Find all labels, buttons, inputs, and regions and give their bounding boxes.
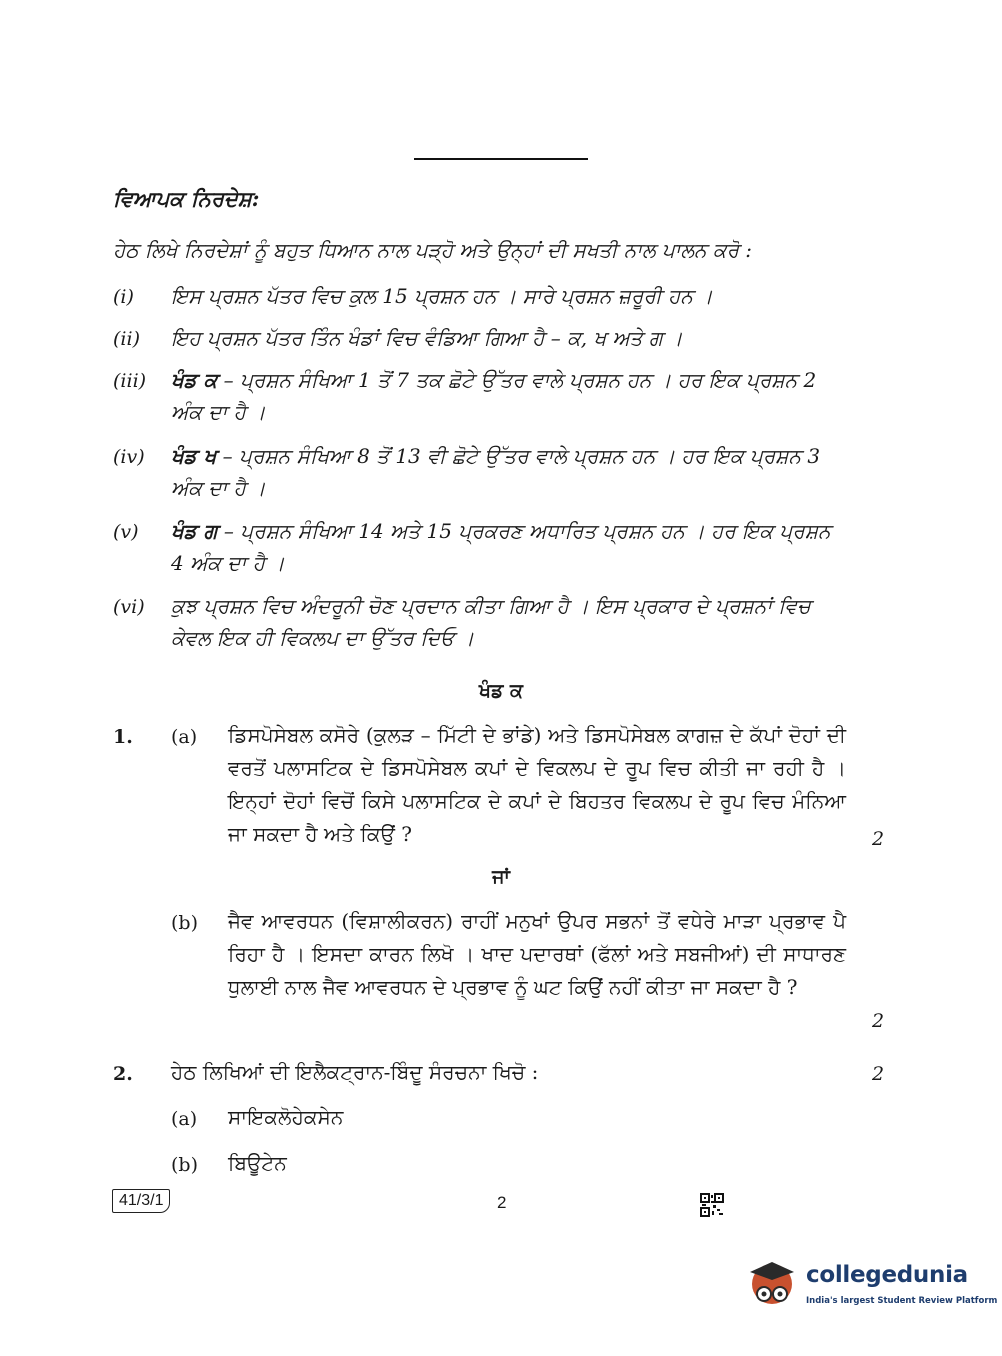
marks: 2 [872, 1010, 885, 1032]
marks: 2 [872, 828, 885, 850]
option-label: (a) [171, 726, 198, 748]
brand-name: collegedunia [806, 1262, 968, 1288]
instruction-num: (iii) [113, 370, 147, 392]
question-text: ਜੈਵ ਆਵਰਧਨ (ਵਿਸ਼ਾਲੀਕਰਨ) ਰਾਹੀਂ ਮਨੁਖਾਂ ਉਪਰ ਸਭਨਾਂ ਤੋਂ ਵਧੇਰੇ ਮਾੜਾ ਪ੍ਰਭਾਵ ਪੈ ਰਿਹਾ ਹੈ । ਇਸਦਾ ਕਾਰਨ ਲਿਖੋ । ਖਾਦ ਪਦਾਰਥਾਂ (ਫੱਲਾਂ ਅਤੇ ਸਬਜੀਆਂ) ਦੀ ਸਾਧਾਰਣ ਧੁਲਾਈ ਨਾਲ ਜੈਵ ਆਵਰਧਨ ਦੇ ਪ੍ਰਭਾਵ ਨੂੰ ਘਟ ਕਿਉਂ ਨਹੀਂ ਕੀਤਾ ਜਾ ਸਕਦਾ ਹੈ ? [228, 909, 846, 999]
instruction-body: – ਪ੍ਰਸ਼ਨ ਸੰਖਿਆ 1 ਤੋਂ 7 ਤਕ ਛੋਟੇ ਉੱਤਰ ਵਾਲੇ ਪ੍ਰਸ਼ਨ ਹਨ । ਹਰ ਇਕ ਪ੍ਰਸ਼ਨ 2 ਅੰਕ ਦਾ ਹੈ । [171, 368, 817, 424]
qr-code-icon [700, 1193, 724, 1217]
instruction-text [171, 322, 847, 354]
instruction-text [171, 515, 847, 579]
instruction-body: – ਪ੍ਰਸ਼ਨ ਸੰਖਿਆ 8 ਤੋਂ 13 ਵੀ ਛੋਟੇ ਉੱਤਰ ਵਾਲੇ ਪ੍ਰਸ਼ਨ ਹਨ । ਹਰ ਇਕ ਪ੍ਰਸ਼ਨ 3 ਅੰਕ ਦਾ ਹੈ । [171, 444, 821, 500]
section-title: ਖੰਡ ਕ [479, 680, 523, 702]
instruction-body: ਕੁਝ ਪ੍ਰਸ਼ਨ ਵਿਚ ਅੰਦਰੂਨੀ ਚੋਣ ਪ੍ਰਦਾਨ ਕੀਤਾ ਗਿਆ ਹੈ । ਇਸ ਪ੍ਰਕਾਰ ਦੇ ਪ੍ਰਸ਼ਨਾਂ ਵਿਚ ਕੇਵਲ ਇਕ ਹੀ ਵਿਕਲਪ ਦਾ ਉੱਤਰ ਦਿਓ । [171, 594, 811, 650]
instruction-text [171, 590, 847, 654]
instruction-lead: ਖੰਡ ਖ [171, 444, 217, 468]
marks: 2 [872, 1063, 885, 1085]
option-label: (a) [171, 1108, 198, 1130]
question-text: ਡਿਸਪੋਸੇਬਲ ਕਸੋਰੇ (ਕੁਲੜ – ਮਿੱਟੀ ਦੇ ਭਾਂਡੇ) ਅਤੇ ਡਿਸਪੋਸੇਬਲ ਕਾਗਜ਼ ਦੇ ਕੱਪਾਂ ਦੋਹਾਂ ਦੀ ਵਰਤੋਂ ਪਲਾਸਟਿਕ ਦੇ ਡਿਸਪੋਸੇਬਲ ਕਪਾਂ ਦੇ ਵਿਕਲਪ ਦੇ ਰੂਪ ਵਿਚ ਕੀਤੀ ਜਾ ਰਹੀ ਹੈ । ਇਨ੍ਹਾਂ ਦੋਹਾਂ ਵਿਚੋਂ ਕਿਸੇ ਪਲਾਸਟਿਕ ਦੇ ਕਪਾਂ ਦੇ ਬਿਹਤਰ ਵਿਕਲਪ ਦੇ ਰੂਪ ਵਿਚ ਮੰਨਿਆ ਜਾ ਸਕਦਾ ਹੈ ਅਤੇ ਕਿਉਂ ? [228, 723, 846, 846]
option-label: (b) [171, 1154, 198, 1176]
option-text: ਬਿਊਟੇਨ [228, 1151, 287, 1175]
instruction-text [171, 440, 847, 504]
instruction-body: ਇਸ ਪ੍ਰਸ਼ਨ ਪੱਤਰ ਵਿਚ ਕੁਲ 15 ਪ੍ਰਸ਼ਨ ਹਨ । ਸਾਰੇ ਪ੍ਰਸ਼ਨ ਜ਼ਰੂਰੀ ਹਨ । [171, 284, 713, 308]
instruction-num: (i) [113, 286, 134, 308]
instruction-num: (vi) [113, 596, 145, 618]
instruction-body: – ਪ੍ਰਸ਼ਨ ਸੰਖਿਆ 14 ਅਤੇ 15 ਪ੍ਰਕਰਣ ਅਧਾਰਿਤ ਪ੍ਰਸ਼ਨ ਹਨ । ਹਰ ਇਕ ਪ੍ਰਸ਼ਨ 4 ਅੰਕ ਦਾ ਹੈ । [171, 519, 831, 575]
option-label: (b) [171, 912, 198, 934]
brand-tagline: India's largest Student Review Platform [806, 1296, 998, 1306]
instruction-text [171, 280, 847, 312]
instruction-lead: ਖੰਡ ਕ [171, 368, 218, 392]
question-number: 2. [113, 1063, 133, 1085]
or-separator: ਜਾਂ [492, 866, 510, 888]
page-number: 2 [497, 1193, 507, 1212]
paper-code: 41/3/1 [112, 1189, 170, 1213]
general-instructions-heading: ਵਿਆਪਕ ਨਿਰਦੇਸ਼: [113, 186, 260, 211]
instruction-num: (ii) [113, 328, 140, 350]
instruction-lead: ਖੰਡ ਗ [171, 519, 218, 543]
question-number: 1. [113, 726, 133, 748]
option-text: ਸਾਇਕਲੋਹੇਕਸੇਨ [228, 1105, 344, 1129]
top-rule [414, 158, 588, 160]
instructions-intro: ਹੇਠ ਲਿਖੇ ਨਿਰਦੇਸ਼ਾਂ ਨੂੰ ਬਹੁਤ ਧਿਆਨ ਨਾਲ ਪੜ੍ਹੋ ਅਤੇ ਉਨ੍ਹਾਂ ਦੀ ਸਖਤੀ ਨਾਲ ਪਾਲਨ ਕਰੋ : [113, 238, 752, 262]
instruction-num: (v) [113, 521, 139, 543]
instruction-body: ਇਹ ਪ੍ਰਸ਼ਨ ਪੱਤਰ ਤਿੰਨ ਖੰਡਾਂ ਵਿਚ ਵੰਡਿਆ ਗਿਆ ਹੈ – ਕ, ਖ ਅਤੇ ਗ । [171, 326, 683, 350]
instruction-num: (iv) [113, 446, 145, 468]
instruction-text [171, 364, 847, 428]
question-text: ਹੇਠ ਲਿਖਿਆਂ ਦੀ ਇਲੈਕਟ੍ਰਾਨ-ਬਿੰਦੂ ਸੰਰਚਨਾ ਖਿਚੋ : [171, 1060, 539, 1084]
